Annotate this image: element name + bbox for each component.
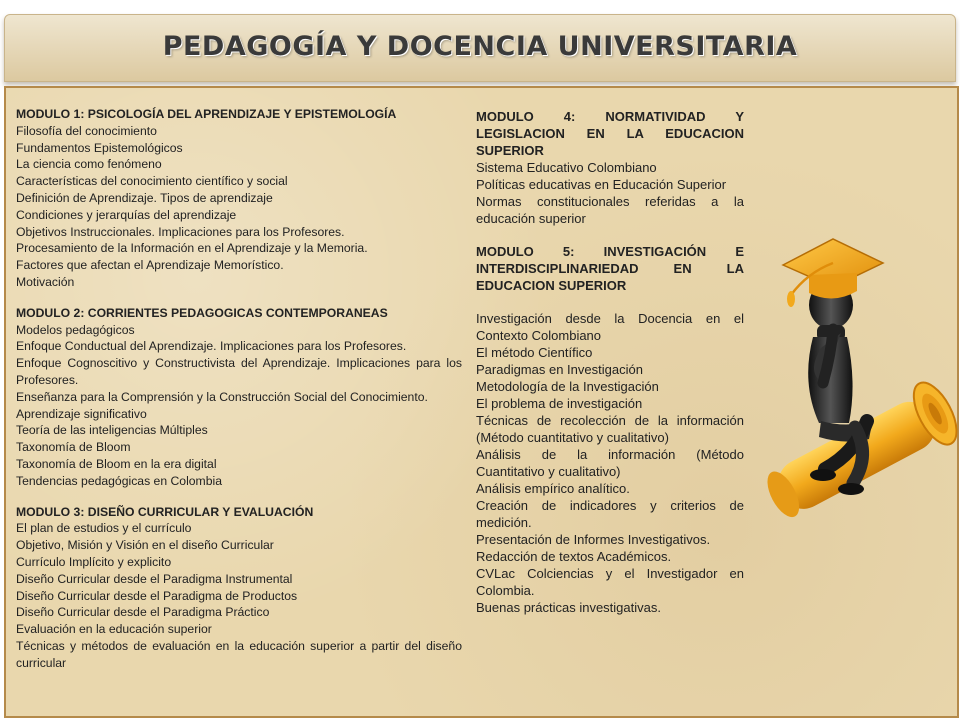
module-item: El plan de estudios y el currículo [16,521,192,536]
module-item: Presentación de Informes Investigativos. [476,532,711,547]
module-item: Fundamentos Epistemológicos [16,140,183,155]
module-item: Enseñanza para la Comprensión y la Construcción Social del Conocimiento. [16,389,428,404]
module-item: Taxonomía de Bloom en la era digital [16,456,217,471]
right-column [476,108,744,616]
module-1 [16,106,462,291]
module-item: Evaluación en la educación superior [16,622,212,637]
module-heading: MODULO 4: NORMATIVIDAD Y LEGISLACION EN LA EDUCACION SUPERIOR [476,109,744,158]
module-4 [476,108,744,227]
module-item: Análisis de la información (Método Cuantitativo y cualitativo) [476,447,744,479]
module-item: Filosofía del conocimiento [16,123,157,138]
module-item: Taxonomía de Bloom [16,440,131,455]
graduate-diploma-illustration [761,233,960,573]
module-item: Características del conocimiento científico y social [16,174,288,189]
module-item: Diseño Curricular desde el Paradigma Instrumental [16,571,293,586]
module-heading: MODULO 5: INVESTIGACIÓN E INTERDISCIPLINARIEDAD EN LA EDUCACION SUPERIOR [476,244,744,293]
module-item: Investigación desde la Docencia en el Contexto Colombiano [476,311,744,343]
module-item: Paradigmas en Investigación [476,362,643,377]
title-banner [4,14,956,82]
module-item: Aprendizaje significativo [16,406,147,421]
module-3 [16,504,462,672]
module-heading: MODULO 1: PSICOLOGÍA DEL APRENDIZAJE Y EPISTEMOLOGÍA [16,107,397,121]
module-item: Teoría de las inteligencias Múltiples [16,423,208,438]
module-item: Tendencias pedagógicas en Colombia [16,473,222,488]
module-item: Enfoque Conductual del Aprendizaje. Implicaciones para los Profesores. [16,339,407,354]
module-item: Modelos pedagógicos [16,322,135,337]
module-item: Técnicas y métodos de evaluación en la educación superior a partir del diseño curricular [16,638,462,670]
module-item: Enfoque Cognoscitivo y Constructivista del Aprendizaje. Implicaciones para los Profesores. [16,356,462,387]
module-item: Técnicas de recolección de la información (Método cuantitativo y cualitativo) [476,413,744,445]
module-item: Objetivo, Misión y Visión en el diseño Curricular [16,538,274,553]
module-heading: MODULO 3: DISEÑO CURRICULAR Y EVALUACIÓN [16,504,314,519]
module-item: Buenas prácticas investigativas. [476,600,661,615]
module-item: Diseño Curricular desde el Paradigma de Productos [16,588,298,603]
module-item: Redacción de textos Académicos. [476,549,672,564]
module-item: Motivación [16,274,75,289]
module-item: Sistema Educativo Colombiano [476,160,657,175]
module-item: Diseño Curricular desde el Paradigma Práctico [16,605,270,620]
module-item: Currículo Implícito y explicito [16,554,172,569]
graduation-cap [783,239,883,307]
module-item: La ciencia como fenómeno [16,157,162,172]
module-item: El método Científico [476,345,593,360]
module-2 [16,305,462,490]
module-item: Políticas educativas en Educación Superior [476,177,727,192]
module-item: Creación de indicadores y criterios de medición. [476,498,744,530]
module-5 [476,243,744,616]
module-item: Procesamiento de la Información en el Aprendizaje y la Memoria. [16,241,368,256]
page-title: PEDAGOGÍA Y DOCENCIA UNIVERSITARIA [162,31,798,62]
module-item: Normas constitucionales referidas a la educación superior [476,194,744,226]
module-item: Factores que afectan el Aprendizaje Memorístico. [16,258,284,273]
module-item: Objetivos Instruccionales. Implicaciones para los Profesores. [16,224,345,239]
module-item: Análisis empírico analítico. [476,481,630,496]
module-item: CVLac Colciencias y el Investigador en Colombia. [476,566,744,598]
content-panel [4,86,959,718]
module-heading: MODULO 2: CORRIENTES PEDAGOGICAS CONTEMPORANEAS [16,305,388,320]
module-item: El problema de investigación [476,396,643,411]
module-item: Condiciones y jerarquías del aprendizaje [16,207,237,222]
module-item: Definición de Aprendizaje. Tipos de aprendizaje [16,190,273,205]
left-column [16,106,462,672]
module-item: Metodología de la Investigación [476,379,659,394]
